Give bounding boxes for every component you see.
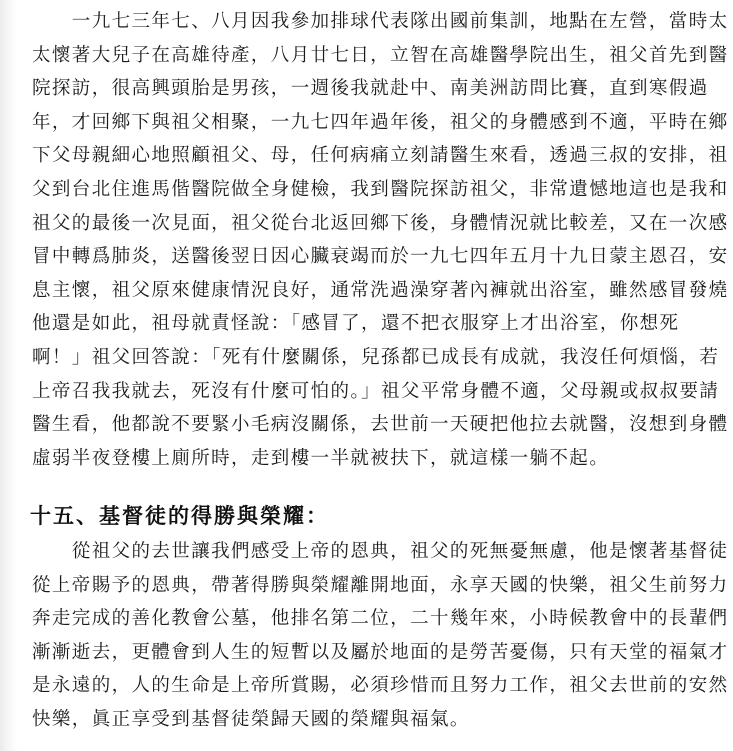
paragraph-grandfather-passing — [32, 5, 729, 475]
section-heading: 十五、基督徒的得勝與榮耀： — [30, 504, 329, 528]
text-line: 奔走完成的善化教會公墓，他排名第二位，二十幾年來，小時候教會中的長輩們 — [32, 608, 729, 630]
text-line: 虛弱半夜登樓上廁所時，走到樓一半就被扶下，就這樣一躺不起。 — [32, 447, 610, 469]
text-line: 漸漸逝去，更體會到人生的短暫以及屬於地面的是勞苦憂傷，只有天堂的福氣才 — [32, 641, 729, 663]
text-line: 太懷著大兒子在高雄待產，八月廿七日，立智在高雄醫學院出生，祖父首先到醫 — [32, 44, 729, 66]
text-line: 息主懷，祖父原來健康情況良好，通常洗過澡穿著內褲就出浴室，雖然感冒發燒 — [32, 279, 729, 301]
text-line: 一九七三年七、八月因我參加排球代表隊出國前集訓，地點在左營，當時太 — [32, 11, 729, 32]
text-line: 醫生看，他都說不要緊小毛病沒關係，去世前一天硬把他拉去就醫，沒想到身體 — [32, 414, 729, 436]
paragraph-christian-victory — [32, 535, 729, 737]
text-line: 院探訪，很高興頭胎是男孩，一週後我就赴中、南美洲訪問比賽，直到寒假過 — [32, 78, 709, 100]
text-line: 父到台北住進馬偕醫院做全身健檢，我到醫院探訪祖父，非常遺憾地這也是我和 — [32, 178, 729, 200]
text-line: 從祖父的去世讓我們感受上帝的恩典，祖父的死無憂無慮，他是懷著基督徒 — [32, 541, 729, 562]
text-line: 他還是如此，祖母就責怪說：「感冒了，還不把衣服穿上才出浴室，你想死 — [32, 313, 680, 335]
text-line: 祖父的最後一次見面，祖父從台北返回鄉下後，身體情況就比較差，又在一次感 — [32, 212, 729, 234]
text-line: 啊！」祖父回答說：「死有什麼關係，兒孫都已成長有成就，我沒任何煩惱，若 — [32, 346, 720, 368]
text-line: 冒中轉爲肺炎，送醫後翌日因心臟衰竭而於一九七四年五月十九日蒙主恩召，安 — [32, 246, 729, 268]
text-line: 快樂，眞正享受到基督徒榮歸天國的榮耀與福氣。 — [32, 708, 470, 730]
text-line: 上帝召我我就去，死沒有什麼可怕的。」祖父平常身體不適，父母親或叔叔要請 — [32, 380, 720, 402]
text-line: 是永遠的，人的生命是上帝所賞賜，必須珍惜而且努力工作，祖父去世前的安然 — [32, 675, 729, 697]
text-line: 下父母親細心地照顧祖父、母，任何病痛立刻請醫生來看，透過三叔的安排，祖 — [32, 145, 729, 167]
text-line: 從上帝賜予的恩典，帶著得勝與榮耀離開地面，永享天國的快樂，祖父生前努力 — [32, 574, 729, 596]
text-line: 年，才回鄉下與祖父相聚，一九七四年過年後，祖父的身體感到不適，平時在鄉 — [32, 111, 729, 133]
